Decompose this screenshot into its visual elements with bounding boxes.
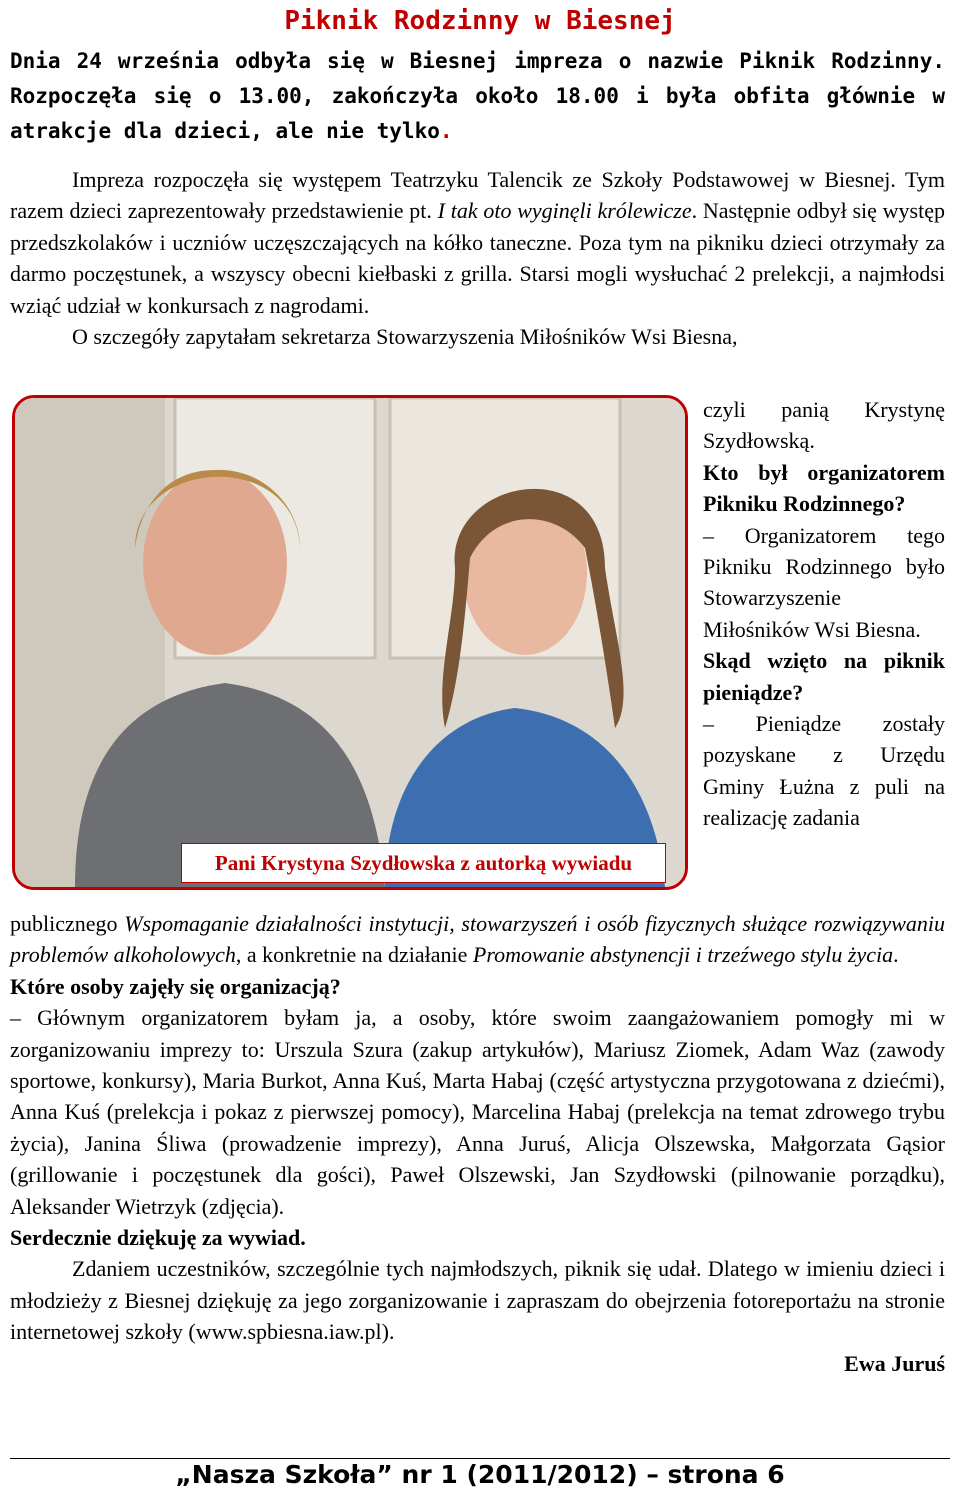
thanks-line: Serdecznie dziękuję za wywiad. <box>10 1225 306 1251</box>
answer-money: – Pieniądze zostały pozyskane z Urzędu Gminy Łużna z puli na realizację zadania <box>703 711 945 831</box>
intro-text-b: . Następnie odbył się występ przedszkolaków i uczniów uczęszczających na kółko taneczne. Poza tym na pikniku dzieci otrzymały za darmo poczęstunek, a wszyscy obecni kiełbaski z grilla. Starsi mogli wysłuchać 2 prelekcji, a najmłodsi wziąć udział w konkursach z nagrodami. <box>10 198 945 318</box>
author-signature: Ewa Juruś <box>844 1350 945 1376</box>
funding-paragraph: publicznego Wspomaganie działalności instytucji, stowarzyszeń i osób fizycznych służące rozwiązywaniu problemów alkoholowych, a konkretnie na działanie Promowanie abstynencji i trzeźwego stylu życia. <box>10 911 945 968</box>
closing-paragraph: Zdaniem uczestników, szczególnie tych najmłodszych, piknik się udał. Dlatego w imieniu dzieci i młodzieży z Biesnej dziękuję za jego zorganizowanie i zapraszam do obejrzenia fotoreportażu na stronie internetowej szkoły (www.spbiesna.iaw.pl). <box>10 1256 945 1345</box>
intro-text-a: Impreza rozpoczęła się występem Teatrzyku Talencik ze Szkoły Podstawowej w Biesnej. Tym razem dzieci zaprezentowały przedstawienie pt. <box>10 167 945 224</box>
main-body <box>10 908 945 1379</box>
answer-people: – Głównym organizatorem byłam ja, a osoby, które swoim zaangażowaniem pomogły mi w zorganizowaniu imprezy to: Urszula Szura (zakup artykułów), Mariusz Ziomek, Adam Waz (zawody sportowe, konkursy), Maria Burkot, Anna Kuś, Marta Habaj (część artystyczna przygotowana z dziećmi), Anna Kuś (prelekcja i pokaz z pierwszej pomocy), Marcelina Habaj (prelekcja na temat zdrowego trybu życia), Janina Śliwa (prowadzenie imprezy), Anna Juruś, Alicja Olszewska, Małgorzata Gąsior (grillowanie i poczęstunek dla gości), Paweł Olszewski, Jan Szydłowski (pilnowanie porządku), Aleksander Wietrzyk (zdjęcia). <box>10 1005 945 1219</box>
article-lead <box>10 44 945 149</box>
action-name: Promowanie abstynencji i trzeźwego stylu życia <box>472 942 894 968</box>
interview-side-column <box>703 394 945 834</box>
interviewee-name: czyli panią Krystynę Szydłowską. <box>703 397 945 454</box>
question-organizer: Kto był organizatorem Pikniku Rodzinnego? <box>703 459 945 517</box>
play-title: I tak oto wyginęli królewicze <box>437 198 692 224</box>
lead-dot: . <box>439 119 453 143</box>
intro-section <box>10 164 945 352</box>
interview-intro: O szczegóły zapytałam sekretarza Stowarzyszenia Miłośników Wsi Biesna, <box>72 324 738 350</box>
photo-illustration <box>15 398 685 887</box>
woman-left-face <box>143 471 287 655</box>
page-footer: „Nasza Szkoła” nr 1 (2011/2012) – strona 6 <box>175 1460 785 1489</box>
task-name: Wspomaganie działalności instytucji, stowarzyszeń i osób fizycznych służące rozwiązywaniu problemów alkoholowych <box>10 911 945 968</box>
intro-paragraph <box>10 164 945 321</box>
lead-text: Dnia 24 września odbyła się w Biesnej impreza o nazwie Piknik Rodzinny. Rozpoczęła się o 13.00, zakończyła około 18.00 i była obfita głównie w atrakcje dla dzieci, ale nie tylko <box>10 49 945 143</box>
article-title: Piknik Rodzinny w Biesnej <box>284 6 676 36</box>
question-money: Skąd wzięto na piknik pieniądze? <box>703 648 945 705</box>
photo-caption: Pani Krystyna Szydłowska z autorką wywiadu <box>181 843 666 883</box>
photo-frame <box>12 395 688 890</box>
answer-organizer: – Organizatorem tego Pikniku Rodzinnego było Stowarzyszenie Miłośników Wsi Biesna. <box>703 522 945 642</box>
question-people: Które osoby zajęły się organizacją? <box>10 973 341 999</box>
